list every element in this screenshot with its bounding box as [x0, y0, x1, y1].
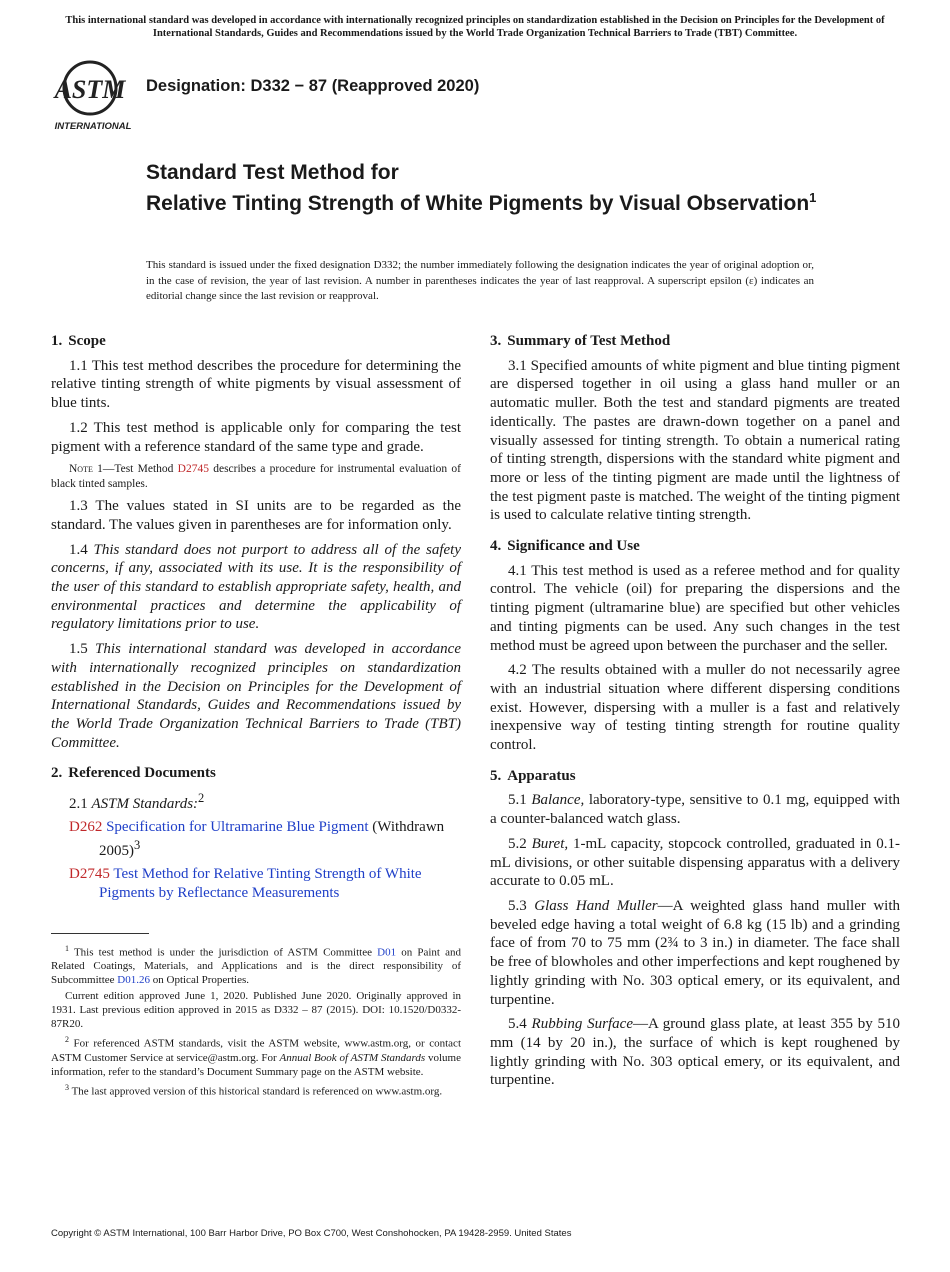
paragraph-5-3: 5.3 Glass Hand Muller—A weighted glass hand muller with beveled edge having a total weight of 6.8 kg (15 lb) and a grinding face of from 70 to 75 mm (2¾ to 3 in.) in diameter. The face shall be free of blowholes and other imperfections and kept roughened by lightly grinding with No. 303 optical emery, or its equivalent, and turpentine.	[490, 897, 901, 1008]
astm-logo-icon	[52, 58, 134, 134]
document-title	[146, 160, 846, 216]
paragraph-4-2: 4.2 The results obtained with a muller do not necessarily agree with an industrial situation where different dispersing conditions exist. However, dispersing with a muller is a fast and relatively inexpensive way of testing tinting strength for routine quality control.	[490, 662, 900, 754]
title-footnote-ref[interactable]: 1	[809, 190, 817, 205]
title-line1: Standard Test Method for	[146, 161, 399, 184]
paragraph-2-1: 2.1 ASTM Standards:$^2$	[69, 791, 205, 813]
paragraph-3-1: 3.1 Specified amounts of white pigment and blue tinting pigment are dispersed together in oil using a glass hand muller or an automatic muller. Both the test and standard pigments are treated identically. The pastes are drawn-down together on a panel and visually assessed for tinting strength. To obtain a numerical rating of tinting strength, dispersions with the standard white pigment and more or less of the tinting pigment are made until the lightness of the test pigment paste is matched. The weight of the tinting pigment is used to calculate relative tinting strength.	[490, 357, 900, 524]
link-d01-26[interactable]: D01.26	[117, 974, 150, 987]
paragraph-4-1: 4.1 This test method is used as a referee method and for quality control. The vehicle (oil) for preparing the dispersions and the tinting pigment (ultramarine blue) are specified but other vehicles and tinting pigments can be used. Any such changes in the test method must be agreed upon between the purchaser and the seller.	[490, 562, 900, 654]
designation: Designation: D332 − 87 (Reapproved 2020)	[146, 77, 480, 95]
link-d262-title[interactable]: Specification for Ultramarine Blue Pigment	[106, 818, 369, 835]
section-scope	[51, 332, 461, 752]
reference-d262: D262 Specification for Ultramarine Blue Pigment (Withdrawn 2005)$^3$	[69, 818, 445, 860]
title-line2: Relative Tinting Strength of White Pigments by Visual Observation	[146, 192, 810, 215]
paragraph-1-3: 1.3 The values stated in SI units are to be regarded as the standard. The values given in parentheses are for information only.	[51, 498, 461, 533]
link-d01[interactable]: D01	[377, 946, 397, 959]
note-1: Note 1—Test Method D2745 describes a procedure for instrumental evaluation of black tinted samples.	[51, 463, 461, 490]
logo-subtitle: INTERNATIONAL	[54, 121, 132, 132]
right-column	[490, 332, 900, 1102]
footnote-1: $^1$ This test method is under the jurisdiction of ASTM Committee D01 on Paint and Related Coatings, Materials, and Applications and is the direct responsibility of Subcommittee D01.26 on Optical Properties.	[51, 943, 461, 987]
left-column	[51, 332, 461, 1101]
link-d2745[interactable]: D2745	[177, 463, 209, 476]
section-heading: 5. Apparatus	[490, 767, 576, 784]
section-significance	[490, 537, 900, 755]
footnote-3: $^3$ The last approved version of this historical standard is referenced on www.astm.org.	[65, 1082, 443, 1098]
section-apparatus	[490, 767, 900, 1090]
paragraph-1-4: 1.4 This standard does not purport to address all of the safety concerns, if any, associated with its use. It is the responsibility of the user of this standard to establish appropriate safety, health, and environmental practices and determine the applicability of regulatory limitations prior to use.	[51, 541, 462, 633]
section-summary	[490, 332, 900, 525]
section-referenced-documents	[51, 764, 461, 902]
link-d262[interactable]: D262	[69, 818, 103, 835]
paragraph-1-5: 1.5 This international standard was developed in accordance with internationally recognized principles on standardization established in the Decision on Principles for the Development of International Standards, Guides and Recommendations issued by the World Trade Organization Technical Barriers to Trade (TBT) Committee.	[51, 641, 461, 751]
section-heading: 1. Scope	[51, 333, 106, 349]
paragraph-5-2: 5.2 Buret, 1-mL capacity, stopcock controlled, graduated in 0.1-mL divisions, or other suitable dispensing apparatus with a delivery accurate to 0.05 mL.	[490, 835, 901, 890]
header-notice: This international standard was developed in accordance with internationally recognized principles on standardization established in the Decision on Principles for the Development of International Standards, Guides and Recommendations issued by the World Trade Organization Technical Barriers to Trade (TBT) Committee.	[65, 15, 885, 39]
footnote-1-edition: Current edition approved June 1, 2020. Published June 2020. Originally approved in 1931. Last previous edition approved in 2015 as D332 – 87 (2015). DOI: 10.1520/D0332-87R20.	[51, 990, 461, 1031]
reference-d2745	[69, 865, 461, 902]
paragraph-1-2: 1.2 This test method is applicable only for comparing the test pigment with a reference standard of the same type and grade.	[51, 419, 461, 455]
footnote-2: $^2$ For referenced ASTM standards, visit the ASTM website, www.astm.org, or contact ASTM Customer Service at service@astm.org. For Annual Book of ASTM Standards volume information, refer to the standard’s Document Summary page on the ASTM website.	[51, 1035, 461, 1078]
paragraph-5-1: 5.1 Balance, laboratory-type, sensitive to 0.1 mg, equipped with a counter-balanced watch glass.	[490, 792, 900, 828]
copyright-footer: Copyright © ASTM International, 100 Barr Harbor Drive, PO Box C700, West Conshohocken, PA 19428-2959. United States	[51, 1228, 572, 1239]
paragraph-1-1: 1.1 This test method describes the procedure for determining the relative tinting strength of white pigments by visual assessment of blue tints.	[51, 357, 461, 412]
astm-logo	[52, 58, 134, 134]
link-d2745-ref[interactable]: D2745	[69, 866, 110, 883]
section-heading: 3. Summary of Test Method	[490, 333, 671, 349]
issuance-statement: This standard is issued under the fixed designation D332; the number immediately following the designation indicates the year of original adoption or, in the case of revision, the year of last revision. A number in parentheses indicates the year of last reapproval. A superscript epsilon (ε) indicates an editorial change since the last revision or reapproval.	[146, 259, 814, 302]
section-heading: 4. Significance and Use	[490, 538, 640, 555]
logo-letters: ASTM	[54, 75, 126, 104]
section-heading: 2. Referenced Documents	[51, 765, 216, 782]
paragraph-5-4: 5.4 Rubbing Surface—A ground glass plate, at least 355 by 510 mm (14 by 20 in.), the surface of which is kept roughened by lightly grinding with No. 303 optical emery, or its equivalent, and turpentine.	[490, 1016, 901, 1089]
link-d2745-title[interactable]: Test Method for Relative Tinting Strength of White Pigments by Reflectance Measurements	[99, 866, 422, 901]
footnote-divider	[51, 933, 149, 934]
footnotes	[51, 942, 461, 1099]
